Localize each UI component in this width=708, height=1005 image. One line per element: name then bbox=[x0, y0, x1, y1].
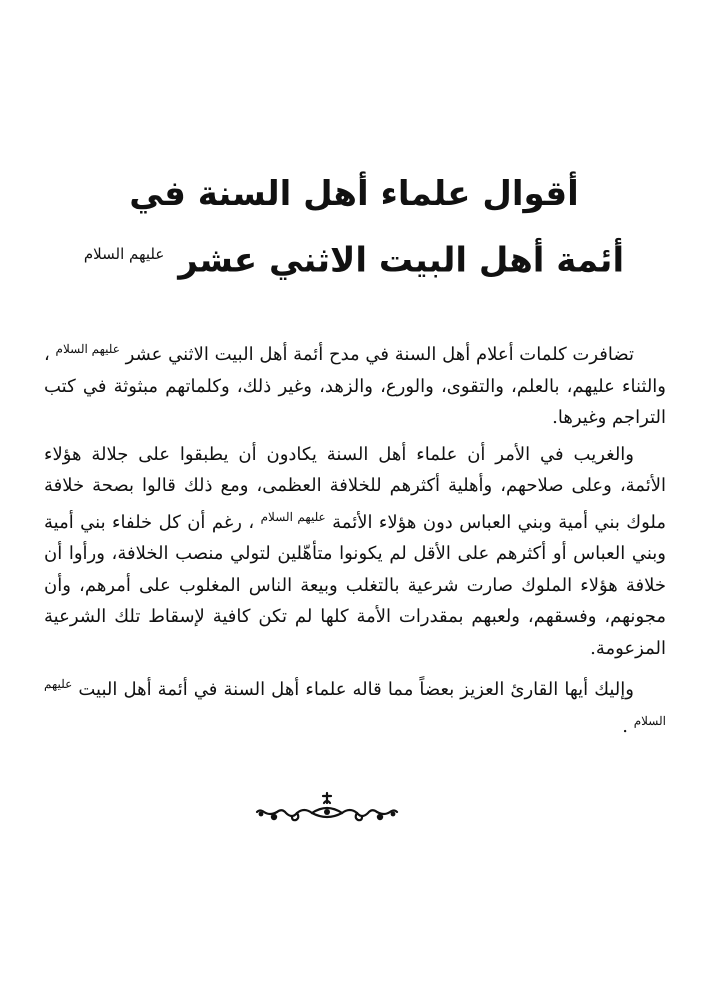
chapter-title-line-1 bbox=[60, 172, 648, 216]
paragraph-1-text-start: تضافرت كلمات أعلام أهل السنة في مدح أئمة أهل البيت الاثني عشر bbox=[125, 344, 634, 365]
paragraph-3-text-end: . bbox=[622, 715, 628, 737]
paragraph-2 bbox=[44, 439, 666, 665]
paragraph-1-honorific: عليهم السلام bbox=[55, 342, 120, 356]
paragraph-1-text-end: ، والثناء عليهم، بالعلم، والتقوى، والورع، والزهد، وغير ذلك، وكلماتهم مبثوثة في كتب التراجم وغيرها. bbox=[44, 344, 666, 428]
paragraph-3-honorific: عليهم السلام bbox=[44, 677, 666, 728]
paragraph-3 bbox=[44, 669, 666, 742]
body-text bbox=[44, 334, 666, 747]
decorative-divider-icon bbox=[252, 787, 402, 831]
paragraph-2-text-start: والغريب في الأمر أن علماء أهل السنة يكادون أن يطبقوا على جلالة هؤلاء الأئمة، وعلى صلاحهم، وأهلية أكثرهم للخلافة العظمى، ومع ذلك قالوا بصحة خلافة ملوك بني أمية وبني العباس دون هؤلاء الأئمة bbox=[44, 443, 666, 533]
paragraph-1 bbox=[44, 334, 666, 434]
paragraph-2-text-end: ، رغم أن كل خلفاء بني أمية وبني العباس أو أكثرهم على الأقل لم يكونوا متأهّلين لتولي منصب الخلافة، ورأوا أن خلافة هؤلاء الملوك صارت شرعية بالتغلب وبيعة الناس المغلوب على أمرهم، وأن مجونهم، وفسقهم، ولعبهم بمقدرات الأمة كلها لم تكن كافية لإسقاط تلك الشرعية المزعومة. bbox=[44, 511, 667, 659]
paragraph-3-text-start: وإليك أيها القارئ العزيز بعضاً مما قاله علماء أهل السنة في أئمة أهل البيت bbox=[78, 679, 634, 700]
paragraph-2-honorific: عليهم السلام bbox=[260, 509, 326, 524]
title-honorific: عليهم السلام bbox=[83, 245, 165, 263]
chapter-title-line-2 bbox=[60, 232, 648, 282]
title-line-2-text: أئمة أهل البيت الاثني عشر bbox=[178, 240, 625, 281]
title-line-1-text: أقوال علماء أهل السنة في bbox=[129, 174, 579, 214]
